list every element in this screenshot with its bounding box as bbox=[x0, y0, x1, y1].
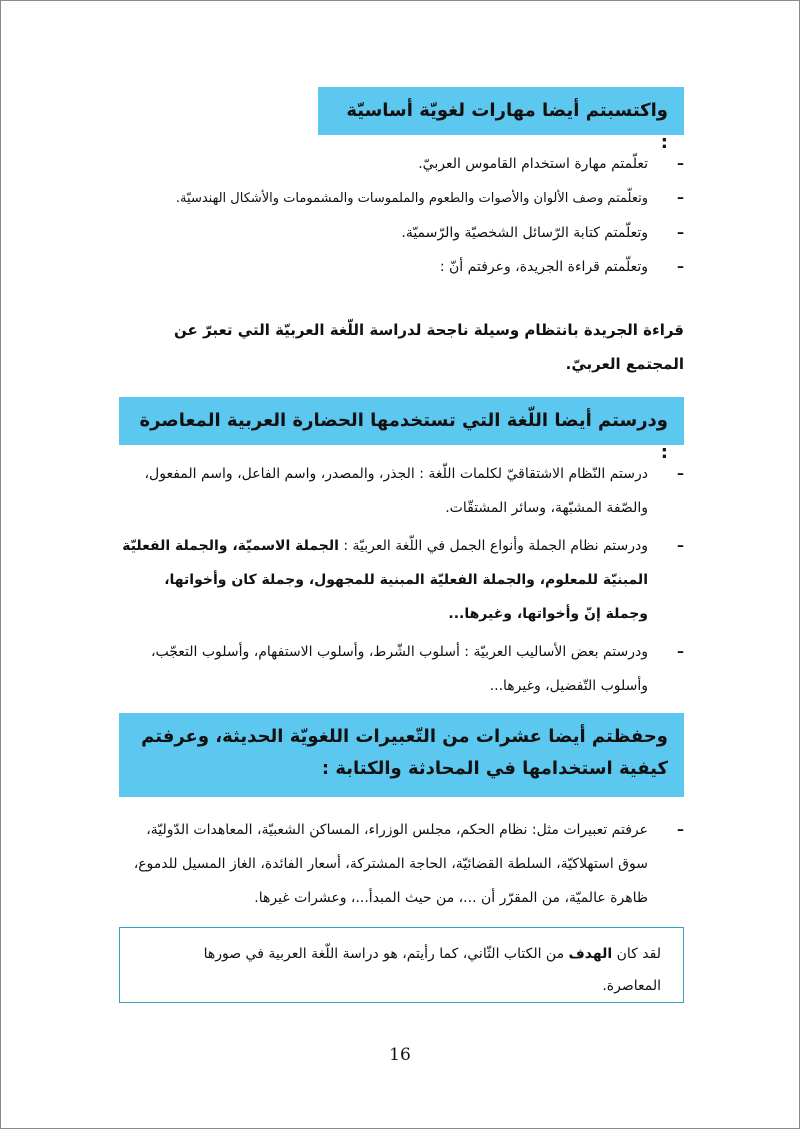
note-text-post: من الكتاب الثّاني، كما رأيتم، هو دراسة اللّغة العربية في صورها المعاصرة. bbox=[203, 946, 661, 994]
section-heading-skills bbox=[318, 87, 684, 153]
goal-note-box bbox=[119, 927, 684, 1003]
note-bold-word: الهدف bbox=[568, 946, 613, 962]
dash-bullet: – bbox=[677, 156, 684, 172]
dash-bullet: – bbox=[677, 190, 684, 206]
list-item bbox=[119, 457, 684, 525]
list-item bbox=[119, 250, 684, 284]
language-list bbox=[119, 457, 684, 703]
conclusion-text: قراءة الجريدة بانتظام وسيلة ناجحة لدراسة اللّغة العربيّة التي تعبرّ عن المجتمع العربيّ. bbox=[174, 321, 684, 373]
item-text: درستم النّظام الاشتقاقيّ لكلمات اللّغة : الجذر، والمصدر، واسم الفاعل، واسم المفعول، والصّفة المشبّهة، وسائر المشتقّات. bbox=[144, 466, 648, 516]
list-item bbox=[119, 147, 684, 181]
list-item bbox=[119, 813, 684, 915]
dash-bullet: – bbox=[677, 466, 684, 482]
item-text: وتعلّمتم قراءة الجريدة، وعرفتم أنّ : bbox=[439, 259, 648, 275]
list-item bbox=[119, 529, 684, 631]
newspaper-conclusion bbox=[119, 313, 684, 381]
item-text: تعلّمتم مهارة استخدام القاموس العربيّ. bbox=[418, 156, 648, 172]
page-number: 16 bbox=[389, 1045, 411, 1065]
dash-bullet: – bbox=[677, 822, 684, 838]
dash-bullet: – bbox=[677, 259, 684, 275]
dash-bullet: – bbox=[677, 644, 684, 660]
section-heading-language bbox=[119, 397, 684, 463]
section-heading-expressions bbox=[119, 713, 684, 797]
item-text: عرفتم تعبيرات مثل: نظام الحكم، مجلس الوزراء، المساكن الشعبيّة، المعاهدات الدّوليّة، سوق استهلاكيّة، السلطة القضائيّة، الحاجة المشتركة، أسعار الفائدة، الغاز المسيل للدموع، ظاهرة عالميّة، من المقرّر أن ...، من حيث المبدأ...، وعشرات غيرها. bbox=[133, 822, 648, 906]
skills-list bbox=[119, 147, 684, 284]
heading-text: وحفظتم أيضا عشرات من التّعبيرات اللغويّة الحديثة، وعرفتم كيفية استخدامها في المحادثة والكتابة : bbox=[141, 726, 668, 779]
note-text-pre: لقد كان bbox=[612, 946, 661, 962]
list-item bbox=[119, 635, 684, 703]
item-text-bold: الجملة الاسميّة، والجملة الفعليّة المبنيّة للمعلوم، والجملة الفعليّة المبنية للمجهول، وجملة كان وأخواتها، وجملة إنّ وأخواتها، وغيرها... bbox=[122, 538, 648, 622]
list-item bbox=[119, 216, 684, 250]
expressions-list bbox=[119, 813, 684, 915]
list-item bbox=[119, 181, 684, 216]
dash-bullet: – bbox=[677, 538, 684, 554]
item-text: ودرستم بعض الأساليب العربيّة : أسلوب الشّرط، وأسلوب الاستفهام، وأسلوب التعجّب، وأسلوب التّفضيل، وغيرها... bbox=[150, 644, 648, 694]
item-text-intro: ودرستم نظام الجملة وأنواع الجمل في اللّغة العربيّة : bbox=[338, 538, 648, 554]
item-text: وتعلّمتم كتابة الرّسائل الشخصيّة والرّسميّة. bbox=[401, 225, 648, 241]
heading-text: ودرستم أيضا اللّغة التي تستخدمها الحضارة العربية المعاصرة : bbox=[139, 410, 668, 463]
dash-bullet: – bbox=[677, 225, 684, 241]
item-text: وتعلّمتم وصف الألوان والأصوات والطعوم والملموسات والمشمومات والأشكال الهندسيّة. bbox=[175, 191, 648, 206]
heading-text: واكتسبتم أيضا مهارات لغويّة أساسيّة : bbox=[346, 100, 668, 153]
